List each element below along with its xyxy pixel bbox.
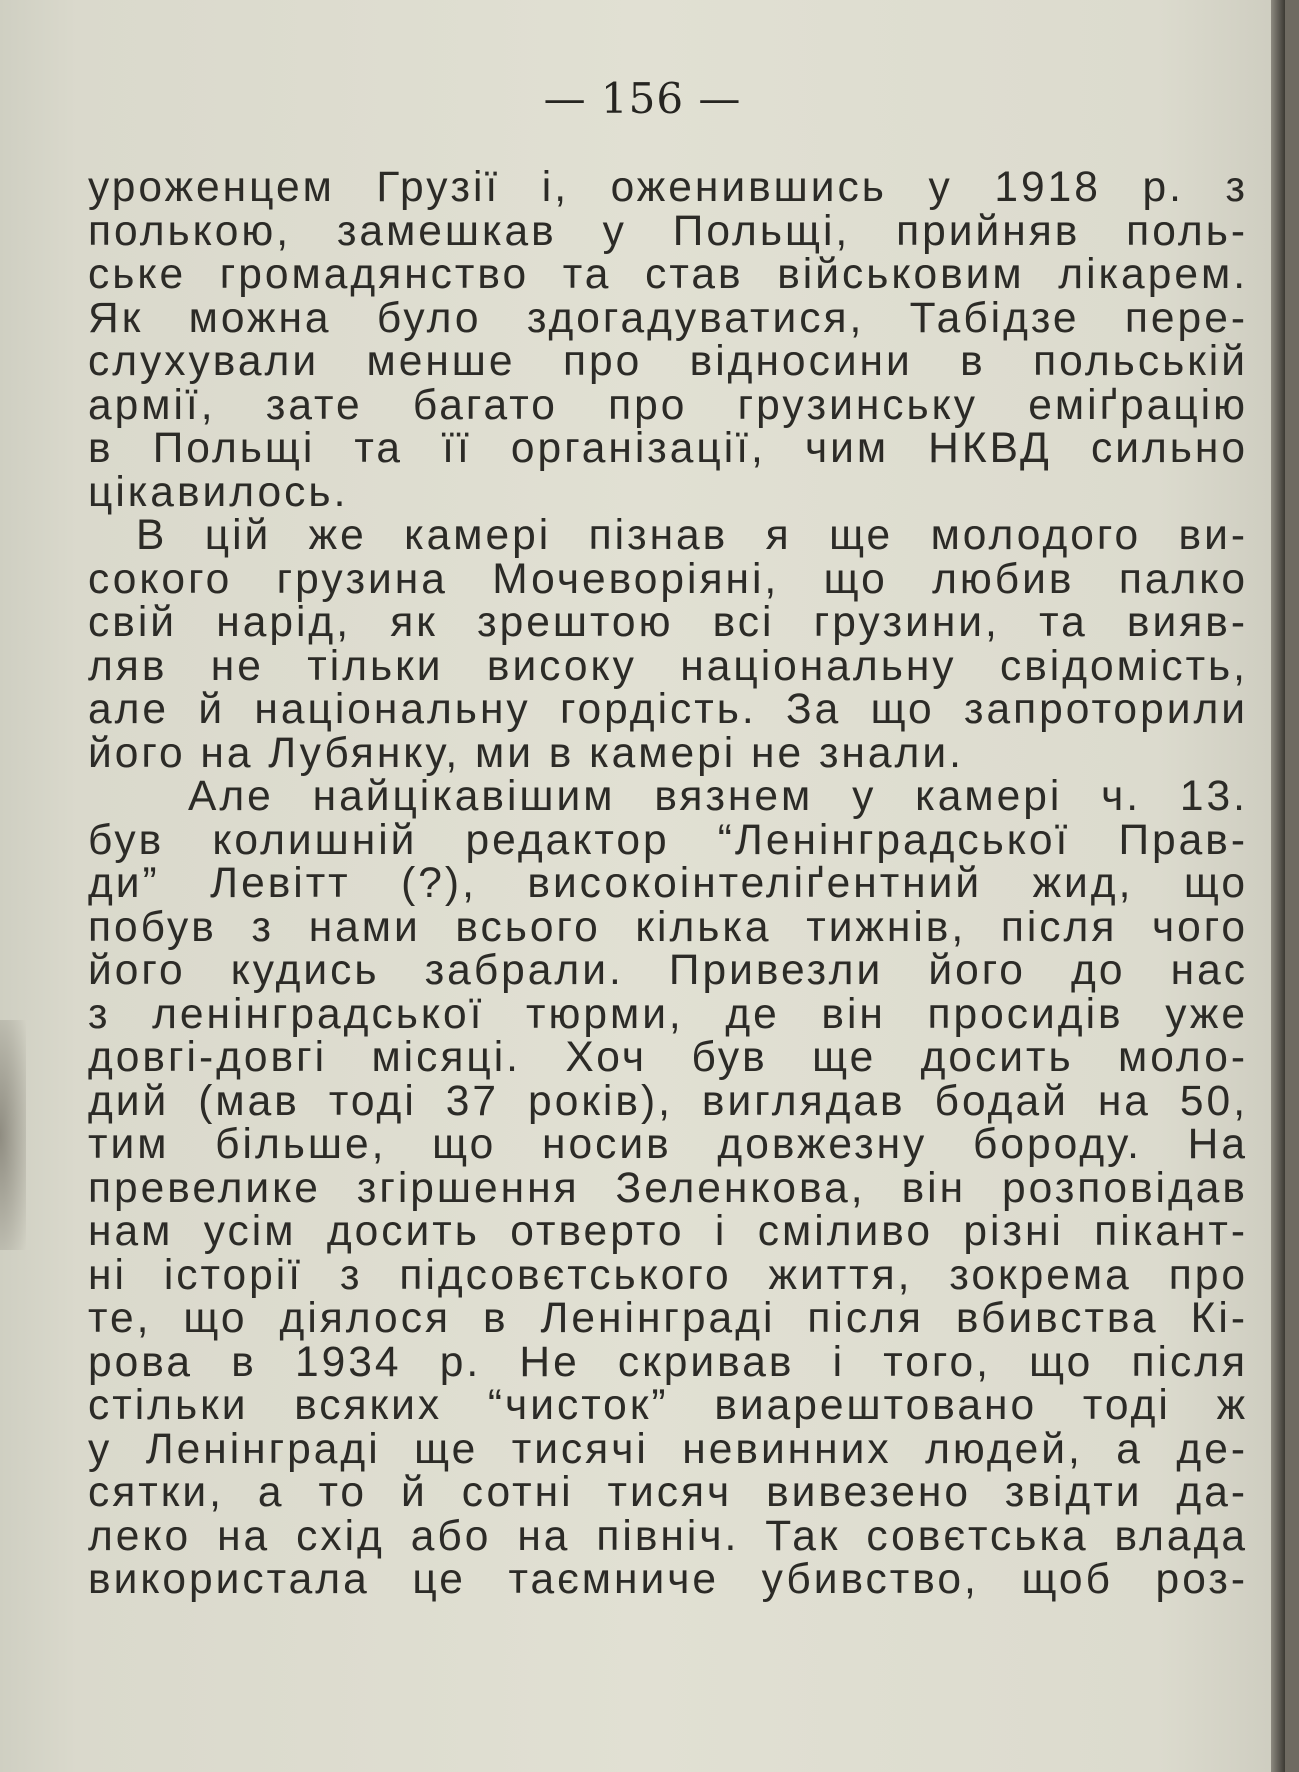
- text-line: його на Лубянку, ми в камері не знали.: [88, 729, 964, 777]
- text-line: його кудись забрали. Привезли його до нас: [88, 947, 1248, 994]
- text-line: уроженцем Грузії і, оженившись у 1918 р. з: [88, 164, 1248, 211]
- text-line: довгі-довгі місяці. Хоч був ще досить моло-: [88, 1034, 1248, 1081]
- text-line: ди” Левітт (?), високоінтеліґентний жид, що: [88, 860, 1248, 907]
- text-line: превелике згіршення Зеленкова, він розповідав: [88, 1164, 1248, 1212]
- text-line: з ленінградської тюрми, де він просидів уже: [88, 990, 1248, 1038]
- text-line: леко на схід або на північ. Так совєтська влада: [88, 1512, 1248, 1560]
- paragraph-start-line: В цій же камері пізнав я ще молодого ви-: [136, 512, 1248, 559]
- text-line: те, що діялося в Ленінграді після вбивства Кі-: [88, 1295, 1248, 1342]
- page-number: — 156 —: [543, 74, 742, 123]
- text-line: слухували менше про відносини в польській: [88, 338, 1248, 385]
- text-line: тим більше, що носив довжезну бороду. На: [88, 1121, 1248, 1168]
- book-spine-edge: [1271, 0, 1285, 1772]
- text-line: ляв не тільки високу національну свідомість,: [88, 642, 1248, 690]
- text-line: стільки всяких “чисток” виарештовано тоді ж: [88, 1382, 1248, 1429]
- text-line: сокого грузина Мочеворіяні, що любив палко: [88, 555, 1248, 603]
- text-line: рова в 1934 р. Не скривав і того, що після: [88, 1338, 1248, 1386]
- text-line: був колишній редактор “Ленінградської Прав-: [88, 816, 1248, 864]
- text-line: але й національну гордість. За що запроторили: [88, 686, 1248, 733]
- text-line: нам усім досить отверто і сміливо різні пікант-: [88, 1208, 1248, 1255]
- text-line: ське громадянство та став військовим лікарем.: [88, 251, 1248, 298]
- body-text: [88, 166, 1248, 1602]
- page-edge-shadow: [0, 1020, 26, 1250]
- text-line: побув з нами всього кілька тижнів, після чого: [88, 903, 1248, 951]
- text-line: у Ленінграді ще тисячі невинних людей, а де-: [88, 1425, 1248, 1473]
- text-line: сятки, а то й сотні тисяч вивезено звідти да-: [88, 1469, 1248, 1516]
- text-line: в Польщі та її організації, чим НКВД сильно: [88, 425, 1248, 472]
- text-line: використала це таємниче убивство, щоб роз-: [88, 1556, 1248, 1603]
- text-line: дий (мав тоді 37 років), виглядав бодай на 50,: [88, 1077, 1248, 1125]
- paragraph-start-line: Але найцікавішим вязнем у камері ч. 13.: [188, 773, 1248, 820]
- text-line: полькою, замешкав у Польщі, прийняв поль-: [88, 207, 1248, 255]
- text-line: Як можна було здогадуватися, Табідзе пере-: [88, 294, 1248, 342]
- text-line: армії, зате багато про грузинську еміґрацію: [88, 381, 1248, 429]
- text-line: свій нарід, як зрештою всі грузини, та вияв-: [88, 599, 1248, 646]
- text-line: ні історії з підсовєтського життя, зокрема про: [88, 1251, 1248, 1299]
- text-line: цікавилось.: [88, 468, 349, 516]
